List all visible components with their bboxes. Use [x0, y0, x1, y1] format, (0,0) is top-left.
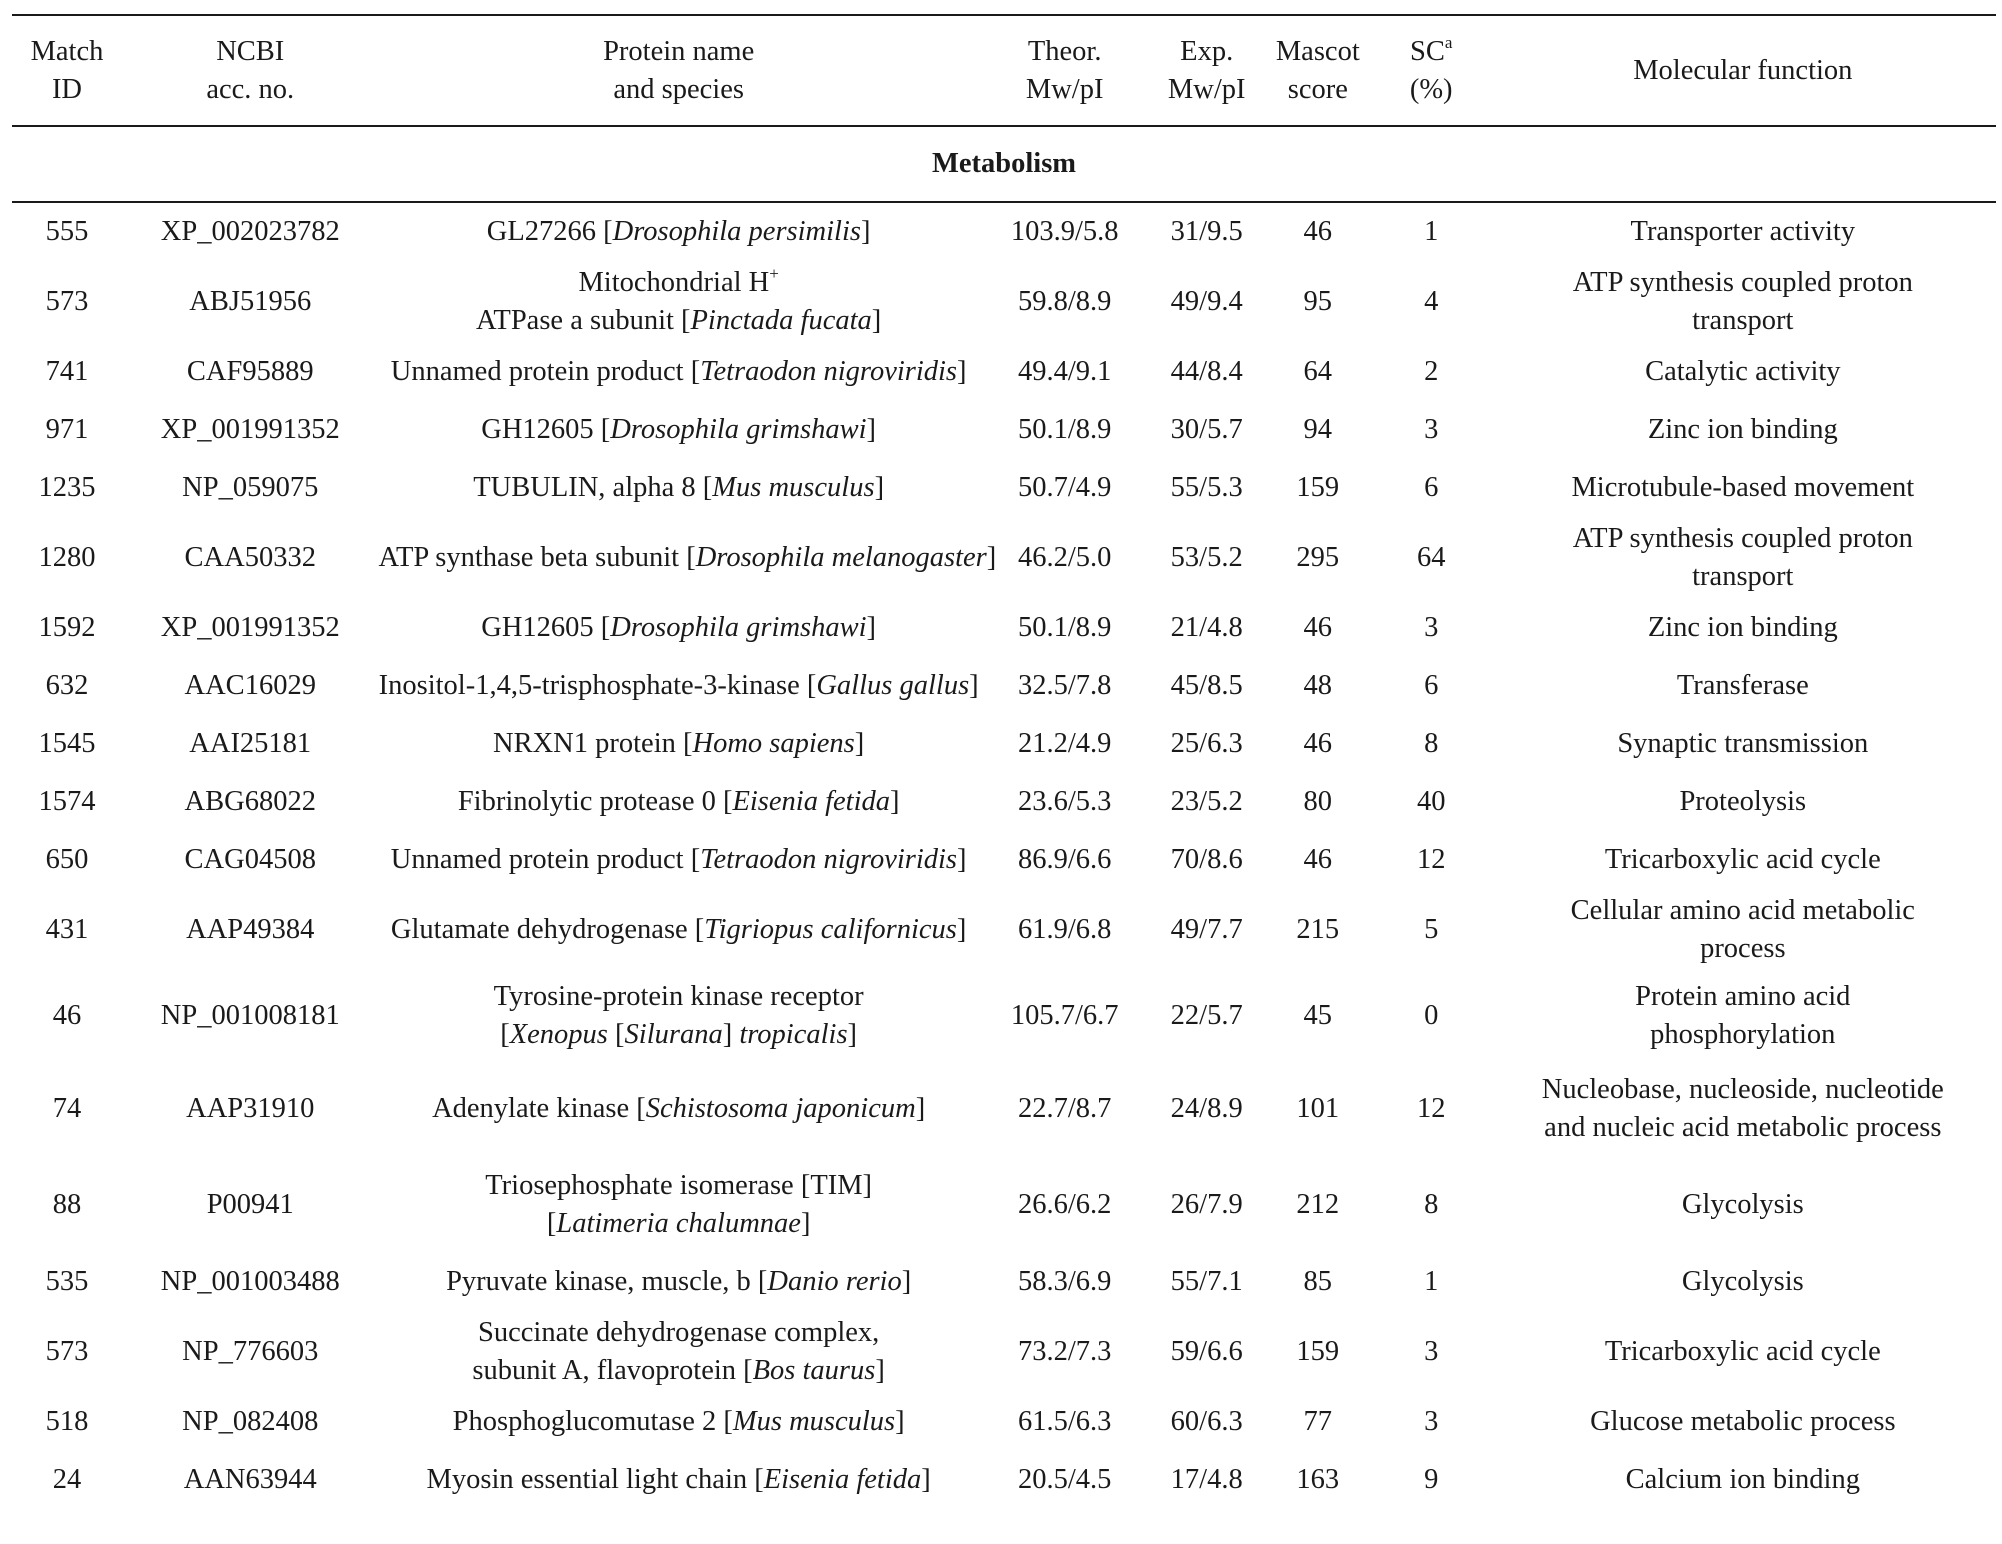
species-name: Pinctada fucata	[690, 305, 872, 336]
sequence-coverage-cell: 12	[1416, 844, 1446, 875]
molecular-function-line: phosphorylation	[1650, 1019, 1836, 1050]
protein-name-cell	[379, 773, 979, 831]
molecular-function-cell	[1490, 343, 1996, 401]
protein-name-text: Unnamed protein product [	[390, 844, 701, 875]
mascot-score-cell: 159	[1296, 1336, 1340, 1367]
header-match-id-line2: ID	[51, 73, 83, 105]
molecular-function-cell	[1490, 1311, 1996, 1393]
molecular-function-line: Synaptic transmission	[1617, 728, 1869, 759]
header-ncbi	[122, 15, 379, 126]
sequence-coverage-cell: 6	[1424, 670, 1439, 701]
header-exp	[1151, 15, 1263, 126]
ncbi-accession-cell: AAP31910	[186, 1093, 315, 1124]
match-id-cell: 518	[45, 1406, 89, 1437]
species-name: Drosophila grimshawi	[610, 612, 867, 643]
protein-name-text: NRXN1 protein [	[493, 728, 693, 759]
ncbi-accession-cell: NP_001008181	[160, 1000, 340, 1031]
mascot-score-cell: 80	[1303, 786, 1333, 817]
protein-name-cell	[379, 401, 979, 459]
table-row	[12, 401, 1996, 459]
molecular-function-line: transport	[1692, 305, 1794, 336]
species-name: Eisenia fetida	[763, 1464, 922, 1495]
species-name: Tetraodon nigroviridis	[700, 844, 958, 875]
sequence-coverage-cell: 12	[1416, 1093, 1446, 1124]
species-name: Silurana	[624, 1019, 723, 1050]
table-header-row	[12, 15, 1996, 126]
theoretical-mw-pi-cell: 86.9/6.6	[1017, 844, 1112, 875]
protein-name-text: [	[546, 1208, 557, 1239]
molecular-function-cell	[1490, 1393, 1996, 1451]
mascot-score-cell: 94	[1303, 414, 1333, 445]
protein-name-text: Unnamed protein product [	[390, 356, 701, 387]
protein-name-text: ]	[986, 542, 997, 573]
experimental-mw-pi-cell: 17/4.8	[1170, 1464, 1243, 1495]
header-function	[1490, 15, 1996, 126]
match-id-cell: 1545	[38, 728, 96, 759]
table-row	[12, 889, 1996, 971]
protein-name-cell	[379, 343, 979, 401]
sequence-coverage-cell: 3	[1424, 414, 1439, 445]
header-exp-line1: Exp.	[1180, 35, 1234, 67]
molecular-function-cell	[1490, 889, 1996, 971]
molecular-function-cell	[1490, 459, 1996, 517]
molecular-function-cell	[1490, 715, 1996, 773]
header-sc-label: SC	[1409, 35, 1445, 67]
protein-name-cell	[379, 1157, 979, 1253]
theoretical-mw-pi-cell: 49.4/9.1	[1017, 356, 1112, 387]
theoretical-mw-pi-cell: 50.7/4.9	[1017, 472, 1112, 503]
mascot-score-cell: 295	[1296, 542, 1340, 573]
match-id-cell: 573	[45, 286, 89, 317]
match-id-cell: 573	[45, 1336, 89, 1367]
header-sc-footnote-marker: a	[1444, 32, 1453, 52]
species-name: Eisenia fetida	[732, 786, 890, 817]
molecular-function-line: Tricarboxylic acid cycle	[1604, 844, 1881, 875]
mascot-score-cell: 45	[1303, 1000, 1333, 1031]
protein-name-text: Phosphoglucomutase 2 [	[452, 1406, 733, 1437]
protein-identification-table	[12, 14, 1996, 1509]
header-mascot-line2: score	[1287, 73, 1348, 105]
ncbi-accession-cell: NP_001003488	[160, 1266, 340, 1297]
protein-name-cell	[379, 1253, 979, 1311]
protein-name-text: Adenylate kinase [	[432, 1093, 646, 1124]
table-row	[12, 971, 1996, 1061]
molecular-function-line: Glycolysis	[1681, 1189, 1804, 1220]
protein-name-text: ]	[889, 786, 900, 817]
protein-name-text: GL27266 [	[486, 216, 613, 247]
ncbi-accession-cell: NP_082408	[182, 1406, 319, 1437]
molecular-function-cell	[1490, 517, 1996, 599]
protein-name-text: ]	[957, 356, 967, 387]
molecular-function-line: Proteolysis	[1679, 786, 1807, 817]
protein-name-text: ]	[874, 472, 885, 503]
species-name: Bos taurus	[752, 1355, 876, 1386]
protein-name-text: Myosin essential light chain [	[426, 1464, 764, 1495]
experimental-mw-pi-cell: 22/5.7	[1170, 1000, 1243, 1031]
table-row	[12, 1451, 1996, 1509]
header-mascot-line1: Mascot	[1275, 35, 1360, 67]
sequence-coverage-cell: 6	[1424, 472, 1439, 503]
header-theor-line1: Theor.	[1027, 35, 1102, 67]
molecular-function-line: Protein amino acid	[1635, 981, 1851, 1012]
table-row	[12, 459, 1996, 517]
protein-name-text: ]	[957, 844, 967, 875]
ncbi-accession-cell: AAC16029	[184, 670, 316, 701]
molecular-function-line: Cellular amino acid metabolic	[1570, 895, 1915, 926]
protein-name-cell	[379, 715, 979, 773]
mascot-score-cell: 163	[1296, 1464, 1340, 1495]
species-name: Homo sapiens	[692, 728, 855, 759]
molecular-function-line: Tricarboxylic acid cycle	[1604, 1336, 1881, 1367]
match-id-cell: 971	[45, 414, 89, 445]
protein-name-line2	[379, 1205, 979, 1243]
table-row	[12, 715, 1996, 773]
table-row	[12, 1157, 1996, 1253]
ncbi-accession-cell: AAN63944	[183, 1464, 317, 1495]
molecular-function-line: Zinc ion binding	[1647, 414, 1838, 445]
protein-name-text: Fibrinolytic protease 0 [	[457, 786, 733, 817]
header-ncbi-line2: acc. no.	[206, 73, 295, 105]
table-row	[12, 1253, 1996, 1311]
protein-name-cell	[379, 971, 979, 1061]
molecular-function-line: process	[1700, 933, 1786, 964]
table-row	[12, 773, 1996, 831]
table-row	[12, 599, 1996, 657]
match-id-cell: 1280	[38, 542, 96, 573]
sequence-coverage-cell: 2	[1424, 356, 1439, 387]
header-match-id	[12, 15, 122, 126]
molecular-function-cell	[1490, 1451, 1996, 1509]
match-id-cell: 1235	[38, 472, 96, 503]
ncbi-accession-cell: P00941	[206, 1189, 294, 1220]
ncbi-accession-cell: ABJ51956	[189, 286, 312, 317]
protein-name-text: Triosephosphate isomerase [TIM]	[485, 1170, 873, 1201]
protein-name-cell	[379, 831, 979, 889]
protein-name-text: ]	[921, 1464, 931, 1495]
ncbi-accession-cell: CAF95889	[186, 356, 314, 387]
theoretical-mw-pi-cell: 20.5/4.5	[1017, 1464, 1112, 1495]
molecular-function-cell	[1490, 261, 1996, 343]
protein-name-cell	[379, 459, 979, 517]
protein-name-text: ]	[956, 914, 967, 945]
protein-name-text: ]	[871, 305, 882, 336]
protein-name-text: ATP synthase beta subunit [	[378, 542, 696, 573]
molecular-function-cell	[1490, 971, 1996, 1061]
molecular-function-line: Transferase	[1676, 670, 1809, 701]
theoretical-mw-pi-cell: 26.6/6.2	[1017, 1189, 1112, 1220]
sequence-coverage-cell: 3	[1424, 1406, 1439, 1437]
sequence-coverage-cell: 1	[1424, 1266, 1439, 1297]
table-row	[12, 1311, 1996, 1393]
species-name: Drosophila persimilis	[612, 216, 861, 247]
ncbi-accession-cell: CAG04508	[184, 844, 316, 875]
mascot-score-cell: 46	[1303, 844, 1333, 875]
experimental-mw-pi-cell: 30/5.7	[1170, 414, 1243, 445]
mascot-score-cell: 48	[1303, 670, 1333, 701]
theoretical-mw-pi-cell: 58.3/6.9	[1017, 1266, 1112, 1297]
protein-name-text: ]	[861, 216, 871, 247]
theoretical-mw-pi-cell: 22.7/8.7	[1017, 1093, 1112, 1124]
molecular-function-cell	[1490, 401, 1996, 459]
species-name: Schistosoma japonicum	[645, 1093, 916, 1124]
sequence-coverage-cell: 4	[1424, 286, 1439, 317]
section-title: Metabolism	[12, 126, 1996, 202]
protein-name-text: ]	[847, 1019, 858, 1050]
theoretical-mw-pi-cell: 103.9/5.8	[1010, 216, 1119, 247]
molecular-function-cell	[1490, 1061, 1996, 1157]
molecular-function-line: transport	[1692, 561, 1794, 592]
experimental-mw-pi-cell: 55/7.1	[1170, 1266, 1243, 1297]
molecular-function-line: ATP synthesis coupled proton	[1572, 523, 1913, 554]
molecular-function-line: Nucleobase, nucleoside, nucleotide	[1541, 1074, 1944, 1105]
molecular-function-line: Calcium ion binding	[1625, 1464, 1860, 1495]
header-theor-line2: Mw/pI	[1025, 73, 1104, 105]
header-match-id-line1: Match	[30, 35, 104, 67]
protein-name-text: ]	[915, 1093, 926, 1124]
protein-name-cell	[379, 889, 979, 971]
theoretical-mw-pi-cell: 105.7/6.7	[1010, 1000, 1119, 1031]
protein-name-text: ]	[969, 670, 979, 701]
table-row	[12, 831, 1996, 889]
protein-name-text: ]	[875, 1355, 885, 1386]
match-id-cell: 1574	[38, 786, 96, 817]
protein-name-cell	[379, 202, 979, 261]
table-row	[12, 657, 1996, 715]
ncbi-accession-cell: NP_059075	[182, 472, 319, 503]
protein-name-line2	[379, 1352, 979, 1390]
header-function-label: Molecular function	[1633, 54, 1853, 86]
experimental-mw-pi-cell: 26/7.9	[1170, 1189, 1243, 1220]
header-protein	[379, 15, 979, 126]
table-row	[12, 517, 1996, 599]
theoretical-mw-pi-cell: 59.8/8.9	[1017, 286, 1112, 317]
mascot-score-cell: 46	[1303, 612, 1333, 643]
header-sc-line1	[1373, 33, 1490, 71]
header-sc	[1373, 15, 1490, 126]
table-body	[12, 126, 1996, 1509]
species-name: Tetraodon nigroviridis	[700, 356, 958, 387]
header-protein-line2: and species	[613, 73, 744, 105]
match-id-cell: 632	[45, 670, 89, 701]
molecular-function-line: Zinc ion binding	[1647, 612, 1838, 643]
protein-name-line2	[379, 1016, 979, 1054]
theoretical-mw-pi-cell: 61.5/6.3	[1017, 1406, 1112, 1437]
ncbi-accession-cell: AAI25181	[189, 728, 312, 759]
ncbi-accession-cell: CAA50332	[184, 542, 316, 573]
experimental-mw-pi-cell: 31/9.5	[1170, 216, 1243, 247]
protein-name-text: ]	[722, 1019, 740, 1050]
table-row	[12, 1393, 1996, 1451]
match-id-cell: 46	[52, 1000, 82, 1031]
match-id-cell: 88	[52, 1189, 82, 1220]
protein-name-text: ]	[866, 612, 877, 643]
ncbi-accession-cell: XP_001991352	[160, 414, 340, 445]
protein-name-text: GH12605 [	[481, 414, 611, 445]
experimental-mw-pi-cell: 53/5.2	[1170, 542, 1243, 573]
header-exp-line2: Mw/pI	[1167, 73, 1246, 105]
species-name: Mus musculus	[732, 1406, 896, 1437]
molecular-function-line: and nucleic acid metabolic process	[1544, 1112, 1942, 1143]
experimental-mw-pi-cell: 70/8.6	[1170, 844, 1243, 875]
protein-name-text: GH12605 [	[481, 612, 611, 643]
molecular-function-cell	[1490, 202, 1996, 261]
match-id-cell: 1592	[38, 612, 96, 643]
species-name: Gallus gallus	[816, 670, 970, 701]
experimental-mw-pi-cell: 25/6.3	[1170, 728, 1243, 759]
table-row	[12, 1061, 1996, 1157]
mascot-score-cell: 64	[1303, 356, 1333, 387]
species-name: tropicalis	[739, 1019, 848, 1050]
theoretical-mw-pi-cell: 50.1/8.9	[1017, 414, 1112, 445]
protein-name-line1	[379, 264, 979, 302]
ncbi-accession-cell: XP_001991352	[160, 612, 340, 643]
header-theor	[979, 15, 1151, 126]
mascot-score-cell: 46	[1303, 216, 1333, 247]
experimental-mw-pi-cell: 55/5.3	[1170, 472, 1243, 503]
molecular-function-cell	[1490, 773, 1996, 831]
protein-name-text: Mitochondrial H	[578, 267, 770, 298]
protein-name-text: Succinate dehydrogenase complex,	[478, 1317, 880, 1348]
protein-name-text: TUBULIN, alpha 8 [	[473, 472, 713, 503]
molecular-function-cell	[1490, 1157, 1996, 1253]
header-ncbi-line1: NCBI	[216, 35, 285, 67]
protein-name-text: Inositol-1,4,5-trisphosphate-3-kinase [	[378, 670, 817, 701]
experimental-mw-pi-cell: 49/9.4	[1170, 286, 1243, 317]
theoretical-mw-pi-cell: 32.5/7.8	[1017, 670, 1112, 701]
protein-name-text: ]	[800, 1208, 811, 1239]
sequence-coverage-cell: 3	[1424, 612, 1439, 643]
protein-name-cell	[378, 517, 997, 599]
species-name: Latimeria chalumnae	[556, 1208, 801, 1239]
protein-name-cell	[379, 657, 979, 715]
molecular-function-cell	[1490, 599, 1996, 657]
molecular-function-line: ATP synthesis coupled proton	[1572, 267, 1913, 298]
theoretical-mw-pi-cell: 73.2/7.3	[1017, 1336, 1112, 1367]
mascot-score-cell: 215	[1296, 914, 1340, 945]
table-row	[12, 261, 1996, 343]
molecular-function-line: Glycolysis	[1681, 1266, 1804, 1297]
protein-name-text: Tyrosine-protein kinase receptor	[493, 981, 864, 1012]
theoretical-mw-pi-cell: 46.2/5.0	[1017, 542, 1112, 573]
protein-name-text: ]	[895, 1406, 905, 1437]
match-id-cell: 431	[45, 914, 89, 945]
protein-name-cell	[379, 261, 979, 343]
mascot-score-cell: 77	[1303, 1406, 1333, 1437]
mascot-score-cell: 46	[1303, 728, 1333, 759]
header-mascot	[1263, 15, 1373, 126]
species-name: Tigriopus californicus	[704, 914, 957, 945]
molecular-function-cell	[1490, 831, 1996, 889]
protein-name-text: Pyruvate kinase, muscle, b [	[446, 1266, 768, 1297]
protein-name-line1	[379, 1167, 979, 1205]
theoretical-mw-pi-cell: 21.2/4.9	[1017, 728, 1112, 759]
protein-name-text: ]	[866, 414, 877, 445]
mascot-score-cell: 95	[1303, 286, 1333, 317]
mascot-score-cell: 85	[1303, 1266, 1333, 1297]
match-id-cell: 24	[52, 1464, 82, 1495]
sequence-coverage-cell: 40	[1416, 786, 1446, 817]
ncbi-accession-cell: XP_002023782	[160, 216, 340, 247]
experimental-mw-pi-cell: 44/8.4	[1170, 356, 1243, 387]
superscript: +	[769, 264, 779, 284]
ncbi-accession-cell: AAP49384	[186, 914, 315, 945]
experimental-mw-pi-cell: 45/8.5	[1170, 670, 1243, 701]
match-id-cell: 741	[45, 356, 89, 387]
molecular-function-line: Catalytic activity	[1645, 356, 1841, 387]
experimental-mw-pi-cell: 21/4.8	[1170, 612, 1243, 643]
protein-name-text: subunit A, flavoprotein [	[472, 1355, 753, 1386]
protein-name-text: ]	[901, 1266, 912, 1297]
experimental-mw-pi-cell: 49/7.7	[1170, 914, 1243, 945]
experimental-mw-pi-cell: 59/6.6	[1170, 1336, 1243, 1367]
molecular-function-cell	[1490, 657, 1996, 715]
experimental-mw-pi-cell: 60/6.3	[1170, 1406, 1243, 1437]
sequence-coverage-cell: 9	[1424, 1464, 1439, 1495]
protein-name-text: Glutamate dehydrogenase [	[390, 914, 705, 945]
match-id-cell: 650	[45, 844, 89, 875]
sequence-coverage-cell: 64	[1416, 542, 1446, 573]
match-id-cell: 555	[45, 216, 89, 247]
theoretical-mw-pi-cell: 50.1/8.9	[1017, 612, 1112, 643]
molecular-function-cell	[1490, 1253, 1996, 1311]
species-name: Drosophila melanogaster	[695, 542, 987, 573]
protein-name-line1	[379, 1314, 979, 1352]
header-protein-line1: Protein name	[603, 35, 755, 67]
header-sc-unit: (%)	[1409, 73, 1453, 105]
match-id-cell: 535	[45, 1266, 89, 1297]
protein-name-line1	[379, 978, 979, 1016]
sequence-coverage-cell: 3	[1424, 1336, 1439, 1367]
sequence-coverage-cell: 8	[1424, 728, 1439, 759]
molecular-function-line: Microtubule-based movement	[1571, 472, 1915, 503]
protein-name-cell	[379, 599, 979, 657]
match-id-cell: 74	[52, 1093, 82, 1124]
sequence-coverage-cell: 0	[1424, 1000, 1439, 1031]
table-row	[12, 343, 1996, 401]
table-row	[12, 202, 1996, 261]
experimental-mw-pi-cell: 23/5.2	[1170, 786, 1243, 817]
molecular-function-line: Glucose metabolic process	[1590, 1406, 1896, 1437]
species-name: Drosophila grimshawi	[610, 414, 867, 445]
protein-name-text: [	[500, 1019, 510, 1050]
theoretical-mw-pi-cell: 61.9/6.8	[1017, 914, 1112, 945]
protein-name-cell	[379, 1061, 979, 1157]
theoretical-mw-pi-cell: 23.6/5.3	[1017, 786, 1112, 817]
mascot-score-cell: 101	[1296, 1093, 1340, 1124]
protein-name-line2	[379, 302, 979, 340]
sequence-coverage-cell: 8	[1424, 1189, 1439, 1220]
section-row-metabolism	[12, 126, 1996, 202]
protein-name-text: ATPase a subunit [	[476, 305, 691, 336]
sequence-coverage-cell: 1	[1424, 216, 1439, 247]
sequence-coverage-cell: 5	[1424, 914, 1439, 945]
mascot-score-cell: 212	[1296, 1189, 1340, 1220]
ncbi-accession-cell: ABG68022	[184, 786, 316, 817]
mascot-score-cell: 159	[1296, 472, 1340, 503]
experimental-mw-pi-cell: 24/8.9	[1170, 1093, 1243, 1124]
species-name: Danio rerio	[767, 1266, 902, 1297]
protein-name-cell	[379, 1311, 979, 1393]
protein-name-text: ]	[854, 728, 865, 759]
species-name: Xenopus	[509, 1019, 608, 1050]
protein-name-text: [	[607, 1019, 625, 1050]
molecular-function-line: Transporter activity	[1630, 216, 1856, 247]
ncbi-accession-cell: NP_776603	[182, 1336, 319, 1367]
species-name: Mus musculus	[712, 472, 875, 503]
protein-name-cell	[379, 1451, 979, 1509]
protein-name-cell	[379, 1393, 979, 1451]
